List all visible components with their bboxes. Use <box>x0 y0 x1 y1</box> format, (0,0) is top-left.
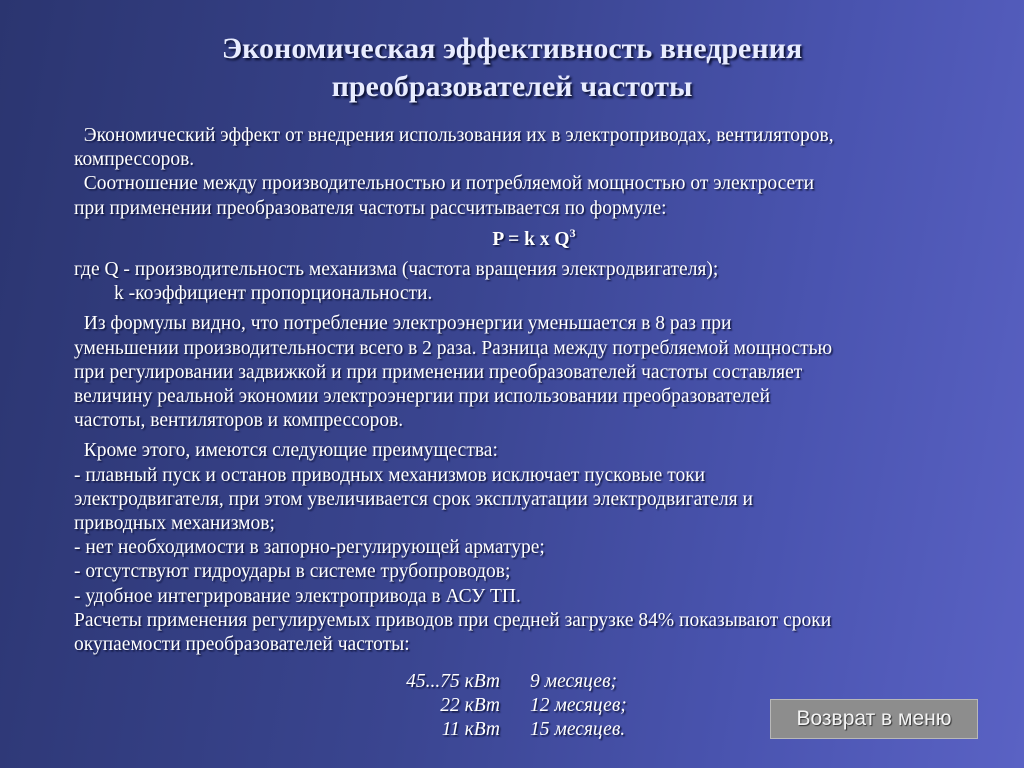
payback-row <box>380 718 627 742</box>
paragraph-2-line-2: при применении преобразователя частоты рассчитывается по формуле: <box>74 197 667 219</box>
advantage-item-4: - удобное интегрирование электропривода в АСУ ТП. <box>74 585 521 607</box>
paragraph-5-line-2: окупаемости преобразователей частоты: <box>74 634 410 656</box>
paragraph-4-line-1: Кроме этого, имеются следующие преимущества: <box>74 440 498 462</box>
paragraph-3-line-2: уменьшении производительности всего в 2 раза. Разница между потребляемой мощностью <box>74 337 833 359</box>
payback-power: 45...75 кВт <box>406 671 500 692</box>
slide-body <box>74 124 974 657</box>
payback-row <box>380 670 627 694</box>
paragraph-1-line-2: компрессоров. <box>74 149 195 171</box>
paragraph-3-line-4: величину реальной экономии электроэнергии при использовании преобразователей <box>74 386 771 408</box>
paragraph-3-line-1: Из формулы видно, что потребление электроэнергии уменьшается в 8 раз при <box>74 313 732 335</box>
where-line-2: k -коэффициент пропорциональности. <box>114 283 433 305</box>
advantage-item-1-line-2: электродвигателя, при этом увеличивается срок эксплуатации электродвигателя и <box>74 488 753 510</box>
title-line-2: преобразователей частоты <box>331 70 693 103</box>
paragraph-2-line-1: Соотношение между производительностью и потребляемой мощностью от электросети <box>74 173 815 195</box>
paragraph-3-line-5: частоты, вентиляторов и компрессоров. <box>74 410 404 432</box>
advantage-item-2: - нет необходимости в запорно-регулирующей арматуре; <box>74 537 545 559</box>
payback-list <box>380 670 627 743</box>
payback-power: 22 кВт <box>440 695 500 717</box>
advantage-item-3: - отсутствуют гидроудары в системе трубопроводов; <box>74 561 511 583</box>
paragraph-5-line-1: Расчеты применения регулируемых приводов при средней загрузке 84% показывают сроки <box>74 609 832 631</box>
formula-exponent: 3 <box>569 225 576 240</box>
advantage-item-1-line-1: - плавный пуск и останов приводных механизмов исключает пусковые токи <box>74 464 706 486</box>
formula <box>74 221 974 252</box>
paragraph-1-line-1: Экономический эффект от внедрения использования их в электроприводах, вентиляторов, <box>74 125 834 146</box>
payback-row <box>380 694 627 718</box>
payback-months: 15 месяцев. <box>530 719 626 741</box>
return-to-menu-button[interactable]: Возврат в меню <box>770 699 978 739</box>
advantage-item-1-line-3: приводных механизмов; <box>74 513 275 535</box>
payback-months: 12 месяцев; <box>530 695 627 717</box>
title-line-1: Экономическая эффективность внедрения <box>221 32 803 65</box>
where-line-1: где Q - производительность механизма (частота вращения электродвигателя); <box>74 259 719 281</box>
payback-months: 9 месяцев; <box>530 671 618 692</box>
formula-main: P = k x Q <box>492 228 570 250</box>
slide-title <box>0 30 1024 106</box>
paragraph-3-line-3: при регулировании задвижкой и при применении преобразователей частоты составляет <box>74 361 803 383</box>
payback-power: 11 кВт <box>441 719 500 741</box>
